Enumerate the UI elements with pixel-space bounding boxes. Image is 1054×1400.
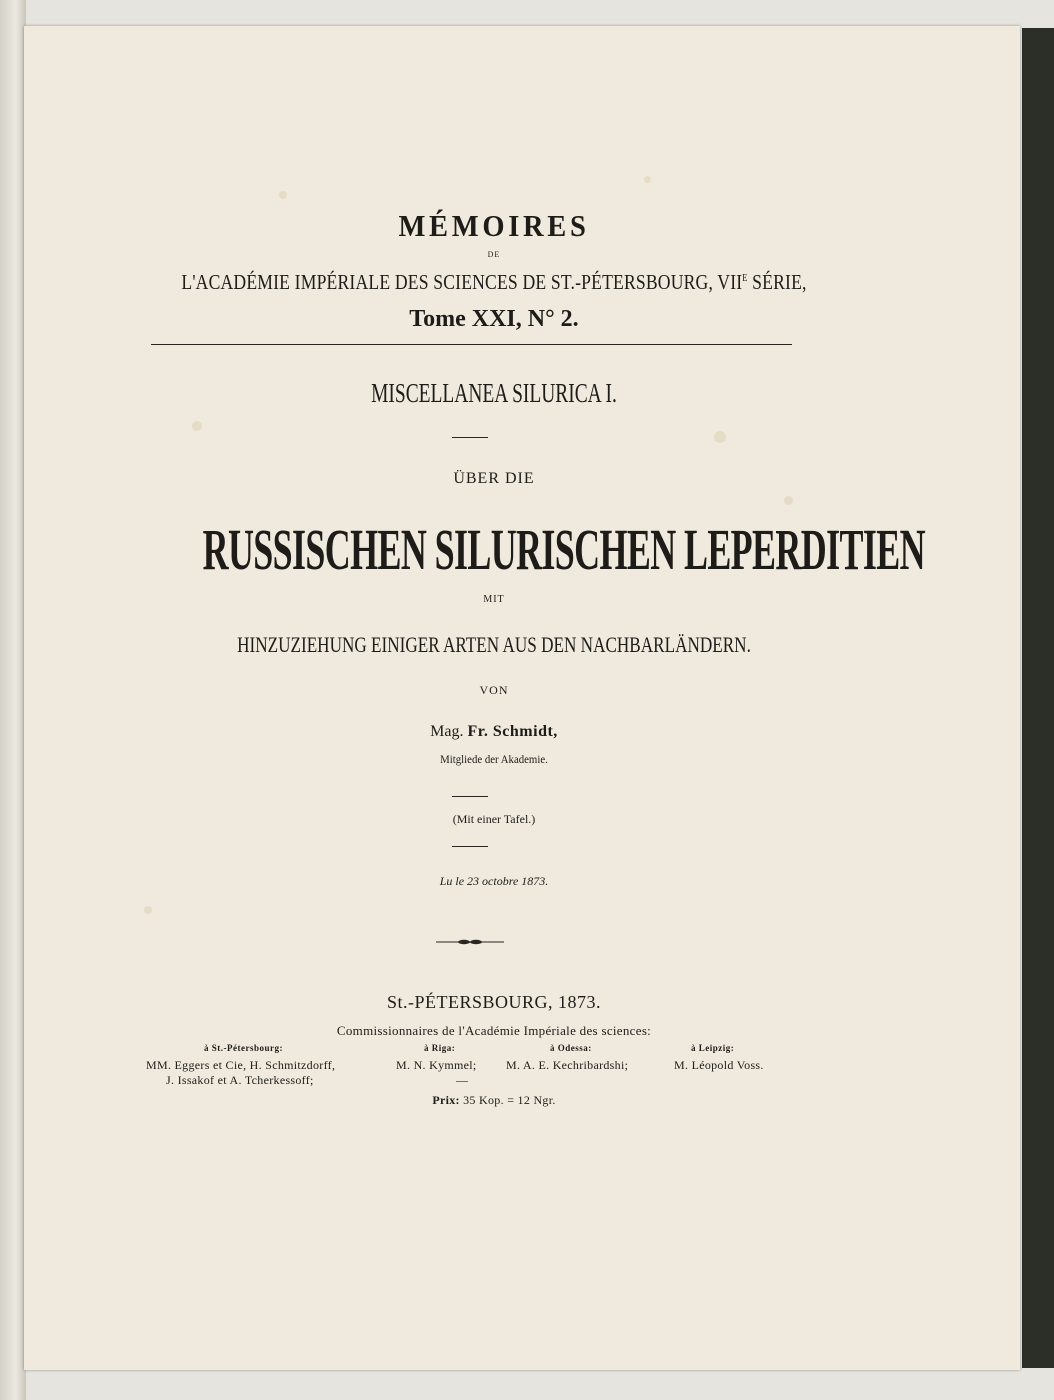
academy-name: L'ACADÉMIE IMPÉRIALE DES SCIENCES DE ST.-PÉTERSBOURG, VII <box>181 270 743 294</box>
short-rule <box>452 437 488 438</box>
author-line <box>24 723 964 741</box>
column-head-riga: à Riga: <box>424 1043 456 1053</box>
academy-line <box>99 270 889 295</box>
foxing-spot <box>279 191 287 199</box>
series-de: DE <box>487 250 501 259</box>
column-head-odessa: à Odessa: <box>550 1043 592 1053</box>
mit: MIT <box>483 594 505 605</box>
column-text-st-petersbourg-1: MM. Eggers et Cie, H. Schmitzdorff, <box>146 1058 336 1072</box>
subtitle: HINZUZIEHUNG EINIGER ARTEN AUS DEN NACHBARLÄNDERN. <box>237 632 751 657</box>
foxing-spot <box>714 431 726 443</box>
series-superscript: E <box>742 273 748 284</box>
book-edge-left <box>0 0 26 1400</box>
author-role: Mitgliede der Akademie. <box>440 752 548 766</box>
price-label: Prix: <box>432 1093 460 1107</box>
series-word: SÉRIE, <box>747 270 807 294</box>
uber-die: ÜBER DIE <box>453 470 535 487</box>
commissioners-line: Commissionnaires de l'Académie Impériale des sciences: <box>336 1023 652 1038</box>
von: VON <box>479 683 509 697</box>
foxing-spot <box>644 176 651 183</box>
column-text-riga-2: — <box>456 1073 469 1087</box>
short-rule <box>452 796 488 797</box>
title-page <box>24 26 1020 1370</box>
main-title: RUSSISCHEN SILURISCHEN LEPERDITIEN <box>202 517 925 582</box>
column-text-riga-1: M. N. Kymmel; <box>396 1058 477 1072</box>
column-head-leipzig: à Leipzig: <box>691 1043 735 1053</box>
header-rule <box>151 344 792 345</box>
column-head-st-petersbourg: à St.-Pétersbourg: <box>204 1043 283 1053</box>
author-prefix: Mag. <box>430 723 464 740</box>
collection-title: MISCELLANEA SILURICA I. <box>371 378 617 408</box>
column-text-odessa-1: M. A. E. Kechribardshi; <box>506 1058 629 1072</box>
tome-number: Tome XXI, N° 2. <box>409 306 579 332</box>
foxing-spot <box>144 906 152 914</box>
column-text-st-petersbourg-2: J. Issakof et A. Tcherkessoff; <box>166 1073 314 1087</box>
price-line <box>24 1093 964 1108</box>
foxing-spot <box>784 496 793 505</box>
short-rule <box>452 846 488 847</box>
price-value: 35 Kop. = 12 Ngr. <box>463 1093 556 1107</box>
imprint-place-year: St.-PÉTERSBOURG, 1873. <box>386 992 602 1012</box>
column-text-leipzig-1: M. Léopold Voss. <box>674 1058 764 1072</box>
ornament-divider <box>436 939 504 945</box>
author-name: Fr. Schmidt, <box>467 723 558 740</box>
read-date: Lu le 23 octobre 1873. <box>439 874 549 888</box>
foxing-spot <box>192 421 202 431</box>
series-title: MÉMOIRES <box>398 208 590 243</box>
book-cover-right <box>1022 28 1054 1368</box>
plate-note: (Mit einer Tafel.) <box>452 812 536 826</box>
